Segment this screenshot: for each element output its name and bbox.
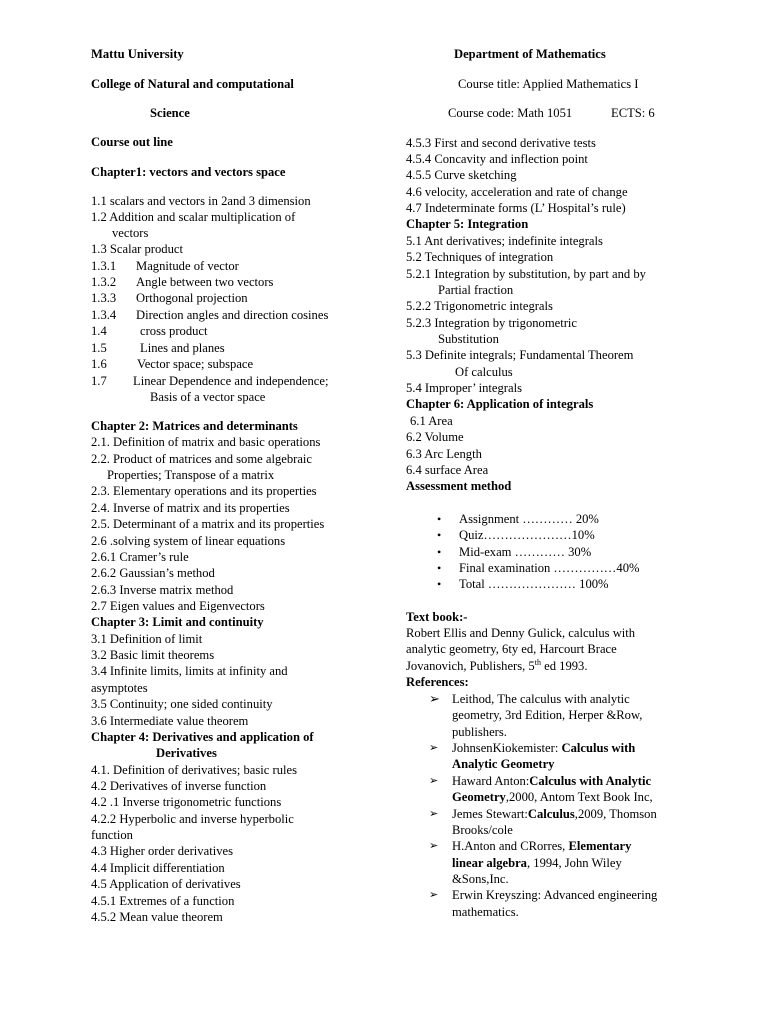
outline-item: Direction angles and direction cosines — [136, 308, 329, 322]
outline-number: 1.3.4 — [91, 308, 117, 322]
arrow-bullet-icon: ➢ — [429, 889, 439, 901]
textbook-heading: Text book:- — [406, 610, 468, 624]
outline-item: 4.5.2 Mean value theorem — [91, 910, 223, 924]
outline-number: 1.7 — [91, 374, 107, 388]
bullet-icon: • — [437, 561, 442, 575]
outline-item: 3.4 Infinite limits, limits at infinity and — [91, 664, 288, 678]
chapter-4-title-cont: Derivatives — [156, 746, 217, 760]
outline-item: 2.6.1 Cramer’s rule — [91, 550, 189, 564]
chapter-3-title: Chapter 3: Limit and continuity — [91, 615, 264, 629]
assessment-heading: Assessment method — [406, 479, 512, 493]
outline-item: 5.2.1 Integration by substitution, by part and by — [406, 267, 646, 281]
outline-item: 4.2 .1 Inverse trigonometric functions — [91, 795, 282, 809]
college-line-2: Science — [150, 106, 190, 120]
reference-line: Leithod, The calculus with analytic — [452, 692, 630, 706]
arrow-bullet-icon: ➢ — [429, 808, 439, 820]
reference-line: Erwin Kreyszing: Advanced engineering — [452, 888, 658, 902]
outline-item: 1.2 Addition and scalar multiplication of — [91, 210, 296, 224]
outline-item: 2.5. Determinant of a matrix and its properties — [91, 517, 325, 531]
university-name: Mattu University — [91, 47, 184, 61]
reference-line: geometry, 3rd Edition, Herper &Row, — [452, 708, 643, 722]
outline-item: 5.2 Techniques of integration — [406, 250, 554, 264]
outline-item: 6.2 Volume — [406, 430, 464, 444]
bullet-icon: • — [437, 545, 442, 559]
reference-line: publishers. — [452, 725, 507, 739]
reference-line: H.Anton and CRorres, Elementary — [452, 839, 632, 853]
chapter-4-title: Chapter 4: Derivatives and application of — [91, 730, 314, 744]
outline-item: 1.3 Scalar product — [91, 242, 183, 256]
outline-item: Of calculus — [455, 365, 513, 379]
chapter-1-title: Chapter1: vectors and vectors space — [91, 165, 286, 179]
reference-line: Geometry,2000, Antom Text Book Inc, — [452, 790, 653, 804]
outline-item: Linear Dependence and independence; — [133, 374, 329, 388]
bullet-icon: • — [437, 512, 442, 526]
reference-line: Brooks/cole — [452, 823, 513, 837]
outline-item: 4.7 Indeterminate forms (L’ Hospital’s rule) — [406, 201, 626, 215]
reference-line: &Sons,Inc. — [452, 872, 509, 886]
outline-item: 4.5.1 Extremes of a function — [91, 894, 235, 908]
outline-item: 2.4. Inverse of matrix and its properties — [91, 501, 290, 515]
outline-number: 1.3.3 — [91, 291, 117, 305]
department-name: Department of Mathematics — [454, 47, 606, 61]
outline-item: Magnitude of vector — [136, 259, 239, 273]
course-title: Course title: Applied Mathematics I — [458, 77, 639, 91]
outline-item: 4.4 Implicit differentiation — [91, 861, 225, 875]
outline-item: 2.6.2 Gaussian’s method — [91, 566, 215, 580]
reference-line: linear algebra, 1994, John Wiley — [452, 856, 622, 870]
reference-line: JohnsenKiokemister: Calculus with — [452, 741, 636, 755]
outline-item: 4.5.4 Concavity and inflection point — [406, 152, 588, 166]
outline-item: 6.1 Area — [410, 414, 453, 428]
outline-item: 2.6.3 Inverse matrix method — [91, 583, 234, 597]
arrow-bullet-icon: ➢ — [429, 840, 439, 852]
outline-item: 5.4 Improper’ integrals — [406, 381, 522, 395]
college-line-1: College of Natural and computational — [91, 77, 294, 91]
outline-item: 4.6 velocity, acceleration and rate of change — [406, 185, 628, 199]
outline-item: 3.1 Definition of limit — [91, 632, 203, 646]
chapter-5-title: Chapter 5: Integration — [406, 217, 529, 231]
outline-item: 4.5.5 Curve sketching — [406, 168, 517, 182]
chapter-2-title: Chapter 2: Matrices and determinants — [91, 419, 298, 433]
outline-item: 4.2.2 Hyperbolic and inverse hyperbolic — [91, 812, 294, 826]
outline-item: 4.2 Derivatives of inverse function — [91, 779, 267, 793]
reference-line: Analytic Geometry — [452, 757, 555, 771]
assessment-item: Quiz…………………10% — [459, 528, 595, 542]
outline-item: function — [91, 828, 133, 842]
outline-item: Orthogonal projection — [136, 291, 248, 305]
assessment-item: Mid-exam ………… 30% — [459, 545, 592, 559]
outline-item: 3.2 Basic limit theorems — [91, 648, 215, 662]
outline-item: 6.4 surface Area — [406, 463, 489, 477]
ects: ECTS: 6 — [611, 106, 655, 120]
outline-item: 5.2.2 Trigonometric integrals — [406, 299, 553, 313]
assessment-item: Final examination ……………40% — [459, 561, 640, 575]
outline-item: Angle between two vectors — [136, 275, 274, 289]
outline-item: 1.1 scalars and vectors in 2and 3 dimension — [91, 194, 311, 208]
outline-item: 2.2. Product of matrices and some algebraic — [91, 452, 313, 466]
course-code: Course code: Math 1051 — [448, 106, 573, 120]
textbook-line: Jovanovich, Publishers, 5th ed 1993. — [406, 657, 588, 673]
outline-item: cross product — [140, 324, 208, 338]
outline-number: 1.6 — [91, 357, 107, 371]
outline-item: 5.2.3 Integration by trigonometric — [406, 316, 578, 330]
outline-item: 2.1. Definition of matrix and basic operations — [91, 435, 321, 449]
outline-item: 2.6 .solving system of linear equations — [91, 534, 286, 548]
reference-line: Haward Anton:Calculus with Analytic — [452, 774, 652, 788]
outline-number: 1.3.2 — [91, 275, 117, 289]
assessment-item: Assignment ………… 20% — [459, 512, 599, 526]
outline-item: vectors — [112, 226, 149, 240]
reference-line: mathematics. — [452, 905, 519, 919]
bullet-icon: • — [437, 528, 442, 542]
outline-number: 1.4 — [91, 324, 107, 338]
arrow-bullet-icon: ➢ — [429, 742, 439, 754]
outline-item: Lines and planes — [140, 341, 225, 355]
assessment-item: Total ………………… 100% — [459, 577, 609, 591]
outline-number: 1.5 — [91, 341, 107, 355]
chapter-6-title: Chapter 6: Application of integrals — [406, 397, 594, 411]
outline-item: Properties; Transpose of a matrix — [107, 468, 275, 482]
outline-item: 2.3. Elementary operations and its properties — [91, 484, 317, 498]
outline-item: 5.1 Ant derivatives; indefinite integrals — [406, 234, 603, 248]
outline-item: 3.6 Intermediate value theorem — [91, 714, 249, 728]
outline-item: 3.5 Continuity; one sided continuity — [91, 697, 273, 711]
outline-item: asymptotes — [91, 681, 148, 695]
outline-item: 4.3 Higher order derivatives — [91, 844, 233, 858]
outline-item: Basis of a vector space — [150, 390, 266, 404]
outline-number: 1.3.1 — [91, 259, 117, 273]
bullet-icon: • — [437, 577, 442, 591]
reference-line: Jemes Stewart:Calculus,2009, Thomson — [452, 807, 657, 821]
textbook-line: analytic geometry, 6ty ed, Harcourt Brace — [406, 642, 617, 656]
arrow-bullet-icon: ➢ — [429, 691, 440, 706]
outline-item: 2.7 Eigen values and Eigenvectors — [91, 599, 265, 613]
outline-item: 4.5 Application of derivatives — [91, 877, 241, 891]
arrow-bullet-icon: ➢ — [429, 775, 439, 787]
outline-item: Substitution — [438, 332, 499, 346]
outline-item: 6.3 Arc Length — [406, 447, 482, 461]
outline-title: Course out line — [91, 135, 173, 149]
outline-item: 5.3 Definite integrals; Fundamental Theorem — [406, 348, 634, 362]
references-heading: References: — [406, 675, 469, 689]
textbook-line: Robert Ellis and Denny Gulick, calculus with — [406, 626, 636, 640]
outline-item: 4.5.3 First and second derivative tests — [406, 136, 596, 150]
outline-item: 4.1. Definition of derivatives; basic rules — [91, 763, 297, 777]
outline-item: Partial fraction — [438, 283, 514, 297]
outline-item: Vector space; subspace — [137, 357, 254, 371]
